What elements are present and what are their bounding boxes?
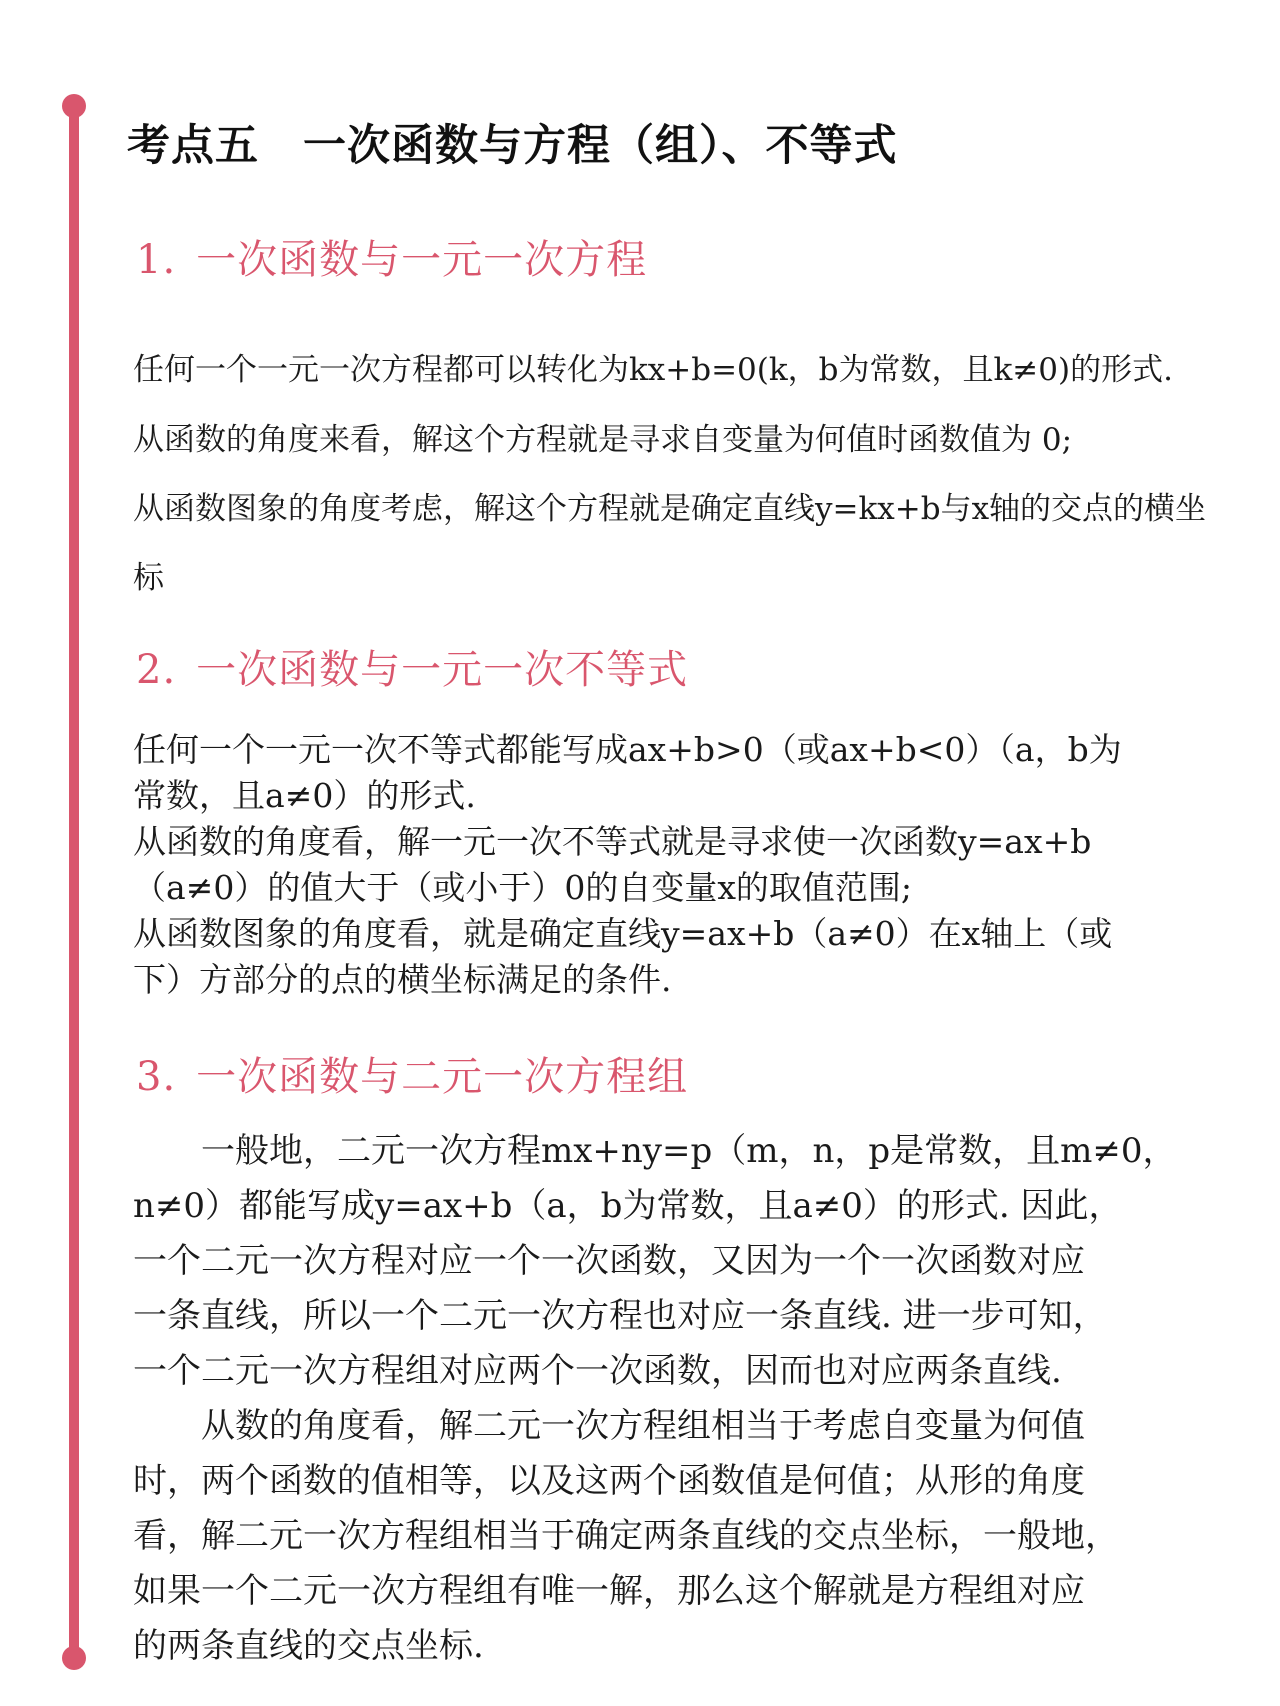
section-2-line: 下）方部分的点的横坐标满足的条件. bbox=[133, 960, 672, 999]
section-3-line: 一条直线，所以一个二元一次方程也对应一条直线. 进一步可知， bbox=[133, 1296, 1107, 1336]
section-1-heading-text: 一次函数与一元一次方程 bbox=[196, 237, 648, 283]
section-3-line: 从数的角度看，解二元一次方程组相当于考虑自变量为何值 bbox=[133, 1406, 1085, 1446]
timeline-dot-top bbox=[62, 94, 86, 118]
timeline-rail bbox=[69, 103, 79, 1655]
section-2-line: 常数，且a≠0）的形式. bbox=[133, 776, 476, 815]
section-3-line: 如果一个二元一次方程组有唯一解，那么这个解就是方程组对应 bbox=[133, 1571, 1085, 1611]
section-3-line: n≠0）都能写成y=ax+b（a，b为常数，且a≠0）的形式. 因此， bbox=[133, 1186, 1123, 1226]
section-2-heading-text: 一次函数与一元一次不等式 bbox=[196, 647, 689, 693]
section-2-number: 2. bbox=[136, 647, 177, 693]
section-3-number: 3. bbox=[136, 1054, 177, 1100]
section-1-line: 从函数图象的角度考虑，解这个方程就是确定直线y=kx+b与x轴的交点的横坐 bbox=[133, 491, 1207, 527]
section-3-line: 时，两个函数的值相等，以及这两个函数值是何值；从形的角度 bbox=[133, 1461, 1085, 1501]
timeline-dot-bottom bbox=[62, 1646, 86, 1670]
section-2-heading bbox=[136, 638, 688, 695]
section-1-heading bbox=[136, 228, 647, 285]
section-2-line: 从函数的角度看，解一元一次不等式就是寻求使一次函数y=ax+b bbox=[133, 822, 1092, 861]
page-title-prefix: 考点五 bbox=[127, 121, 259, 171]
section-3-line: 的两条直线的交点坐标. bbox=[133, 1626, 484, 1666]
section-3-heading bbox=[136, 1045, 688, 1102]
page-title bbox=[127, 112, 898, 173]
section-1-line: 从函数的角度来看，解这个方程就是寻求自变量为何值时函数值为 0; bbox=[133, 422, 1073, 458]
page-title-text: 一次函数与方程（组）、不等式 bbox=[303, 121, 898, 171]
section-3-line: 一个二元一次方程组对应两个一次函数，因而也对应两条直线. bbox=[133, 1351, 1062, 1391]
section-2-line: （a≠0）的值大于（或小于）0的自变量x的取值范围; bbox=[133, 868, 913, 907]
section-2-line: 任何一个一元一次不等式都能写成ax+b>0（或ax+b<0）（a，b为 bbox=[133, 730, 1122, 769]
section-1-number: 1. bbox=[136, 237, 177, 283]
section-1-line: 标 bbox=[133, 560, 164, 596]
section-3-line: 一个二元一次方程对应一个一次函数，又因为一个一次函数对应 bbox=[133, 1241, 1085, 1281]
section-3-line: 看，解二元一次方程组相当于确定两条直线的交点坐标，一般地， bbox=[133, 1516, 1119, 1556]
section-1-line: 任何一个一元一次方程都可以转化为kx+b=0(k，b为常数，且k≠0)的形式. bbox=[133, 352, 1173, 388]
section-3-heading-text: 一次函数与二元一次方程组 bbox=[196, 1054, 689, 1100]
section-3-line: 一般地，二元一次方程mx+ny=p（m，n，p是常数，且m≠0， bbox=[133, 1131, 1177, 1171]
section-2-line: 从函数图象的角度看，就是确定直线y=ax+b（a≠0）在x轴上（或 bbox=[133, 914, 1113, 953]
